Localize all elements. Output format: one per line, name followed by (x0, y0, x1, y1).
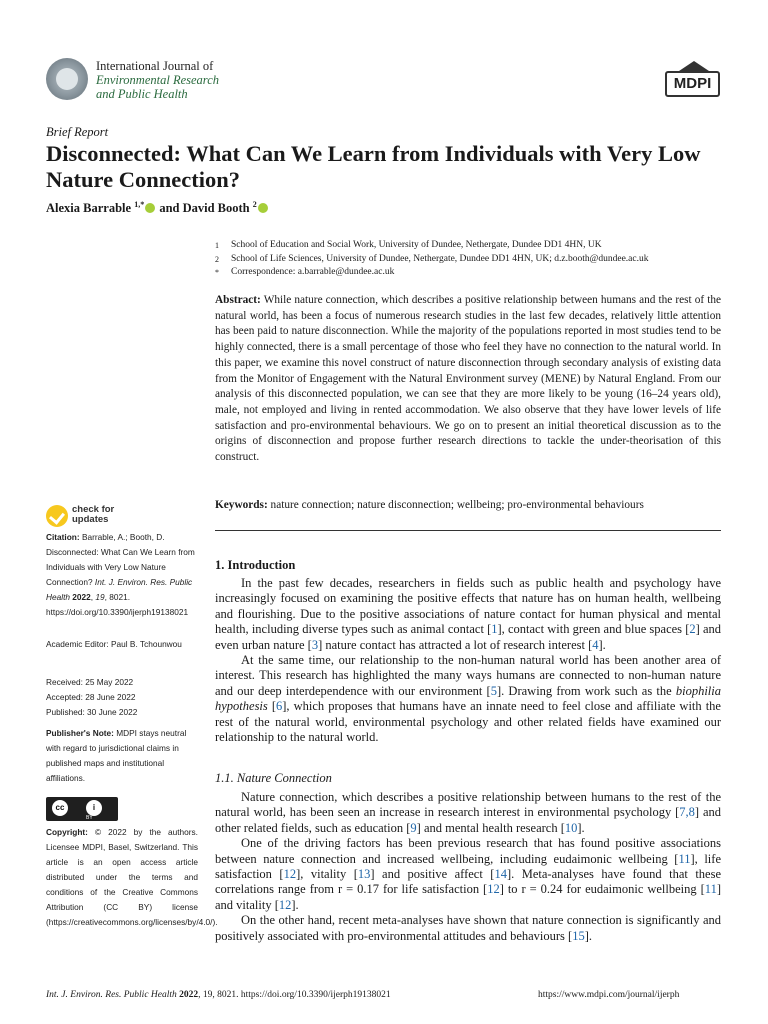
citation-link[interactable]: 5 (490, 683, 497, 698)
text-run: ], life satisfaction [ (215, 851, 721, 882)
footer-journal-url[interactable]: https://www.mdpi.com/journal/ijerph (538, 990, 680, 1000)
footer-year: 2022 (179, 990, 199, 1000)
text-run: ] and positive affect [ (370, 867, 495, 882)
citation-link[interactable]: 9 (410, 820, 417, 835)
paragraph (215, 913, 721, 944)
text-run: ] nature contact has attracted a lot of research interest [ (318, 637, 593, 652)
citation-journal: Int. J. Environ. Res. Public Health (46, 577, 193, 602)
journal-name[interactable] (96, 59, 219, 101)
affiliation-1 (215, 239, 735, 252)
author-1-affil: 1,* (134, 200, 145, 209)
text-run: ]. Meta-analyses have found that these correlations range from r = 0.17 for life satisfaction [ (215, 867, 722, 897)
article-title: Disconnected: What Can We Learn from Individuals with Very Low Nature Connection? (46, 141, 701, 192)
abstract-label: Abstract: (215, 294, 261, 306)
publishers-note-text: MDPI stays neutral with regard to jurisdictional claims in published maps and institutional affiliations. (46, 728, 187, 783)
author-2[interactable]: and David Booth (156, 201, 250, 216)
text-run: ]. (291, 897, 299, 912)
text-run: ] and vitality [ (215, 882, 721, 912)
check-for-updates-line2: updates (72, 514, 109, 525)
article-type: Brief Report (46, 125, 109, 139)
journal-name-line2: Environmental Research (96, 73, 219, 87)
academic-editor: Academic Editor: Paul B. Tchounwou (46, 639, 182, 649)
text-run: ] and other related fields, such as education [ (215, 805, 721, 835)
text-run: ]. (577, 820, 585, 835)
citation-link[interactable]: 13 (357, 867, 371, 882)
footer-citation (46, 990, 391, 1000)
paragraph (215, 790, 721, 836)
citation-doi[interactable]: , 8021. https://doi.org/10.3390/ijerph19138021 (46, 592, 189, 617)
section-heading-introduction: 1. Introduction (215, 558, 296, 572)
citation: Citation: Barrable, A.; Booth, D. Disconnected: What Can We Learn from Individuals with Very Low Nature Connection? Int. J. Environ. Res. Public Health 2022, 19, 8021. https://doi.org/10.3390/ijerph19138021 (46, 532, 195, 617)
text-run: At the same time, our relationship to the non-human natural world has been another area of interest. This research has highlighted the many ways humans are connected to non-human nature and our deep interdependence with our environment [ (215, 653, 721, 698)
affiliation-text: Correspondence: a.barrable@dundee.ac.uk (231, 267, 395, 277)
text-run: One of the driving factors has been previous research that has found positive associations between nature connection and increased wellbeing, including eudaimonic wellbeing [ (215, 836, 721, 866)
paragraph (215, 653, 721, 745)
divider (215, 530, 721, 531)
copyright-label: Copyright: (46, 827, 88, 837)
orcid-icon[interactable] (258, 203, 268, 213)
italic-term: biophilia hypothesis (215, 683, 721, 714)
citation-link[interactable]: 11 (678, 851, 691, 866)
journal-logo (46, 58, 88, 100)
citation-link[interactable]: 11 (704, 882, 717, 897)
citation-link[interactable]: 14 (494, 867, 507, 882)
text-run: ], which proposes that humans have an innate need to feel close and affiliate with the rest of the natural world, environmental psychology and other related fields have examined our relationship to the natural world. (215, 699, 721, 745)
author-list (46, 200, 269, 216)
citation-link[interactable]: 12 (283, 867, 297, 882)
affiliation-text: School of Life Sciences, University of Dundee, Nethergate, Dundee DD1 4HN, UK; d.z.booth@dundee.ac.uk (231, 254, 649, 264)
text-run: ], vitality [ (296, 867, 358, 882)
author-2-affil: 2 (252, 200, 257, 209)
text-run: Nature connection, which describes a positive relationship between humans to the rest of the natural world, has been seen an increase in research interest in environmental psychology [ (215, 790, 721, 820)
citation-link[interactable]: 1 (491, 622, 498, 637)
publishers-note-label: Publisher's Note: (46, 728, 114, 738)
abstract-text: While nature connection, which describes a positive relationship between humans and the rest of the natural world, has been a focus of numerous research studies in the last few decades, relatively little attention has been paid to nature disconnection. While the majority of the populations reported in most studies tend to be highly connected, there is a small percentage of those who feel they have no connection to the natural world. In this paper, we examine this novel construct of nature disconnection through secondary analysis of existing data from the Monitor of Engagement with the Natural Environment survey (MENE) by Natural England. From our analysis of this disconnected population, we can see that they are more likely to be young (16–24 years old), male, not employed and living in rented accommodation. We also observe that they have lower levels of life satisfaction and pro-environmental behaviours. We go on to present an initial theoretical discussion as to the origins of disconnection and propose further research directions to tackle the under-theorisation of this construct. (215, 294, 721, 464)
orcid-icon[interactable] (145, 203, 155, 213)
text-run: ]. Drawing from work such as the (496, 683, 676, 698)
copyright-text: © 2022 by the authors. Licensee MDPI, Basel, Switzerland. This article is an open access article distributed under the terms and conditions of the Creative Commons Attribution (CC BY) license (https://creativecommons.org/licenses/by/4.0/). (46, 827, 218, 927)
affiliation-text: School of Education and Social Work, University of Dundee, Nethergate, Dundee DD1 4HN, UK (231, 240, 602, 250)
citation-link[interactable]: 7,8 (679, 805, 695, 820)
text-run: On the other hand, recent meta-analyses have shown that nature connection is significantly and positively associated with pro-environmental attitudes and behaviours [ (215, 913, 721, 943)
citation-link[interactable]: 12 (278, 897, 292, 912)
check-icon (46, 505, 68, 527)
check-for-updates-line1: check for (72, 504, 115, 515)
attribution-icon: i (86, 800, 102, 816)
keywords-text: nature connection; nature disconnection; wellbeing; pro-environmental behaviours (270, 499, 644, 511)
received-date: Received: 25 May 2022 (46, 677, 134, 687)
citation-link[interactable]: 2 (689, 622, 696, 637)
paragraph (215, 836, 721, 913)
citation-volume: 19 (95, 592, 105, 602)
footer-journal: Int. J. Environ. Res. Public Health (46, 990, 177, 1000)
by-label: BY (86, 815, 93, 821)
citation-link[interactable]: 10 (564, 820, 578, 835)
affiliation-2 (215, 253, 735, 266)
accepted-date: Accepted: 28 June 2022 (46, 692, 136, 702)
text-run: ] and mental health research [ (416, 820, 565, 835)
citation-year: 2022 (72, 592, 91, 602)
mdpi-logo[interactable] (665, 71, 720, 97)
text-run: ], contact with green and blue spaces [ (497, 622, 690, 637)
text-run: [ (267, 699, 277, 714)
citation-link[interactable]: 6 (276, 699, 283, 714)
nature-connection-body (215, 790, 721, 944)
citation-link[interactable]: 4 (592, 637, 599, 652)
paragraph (215, 576, 721, 653)
text-run: ]. (598, 637, 606, 652)
citation-text: Barrable, A.; Booth, D. Disconnected: What Can We Learn from Individuals with Very Low Nature Connection? (46, 532, 195, 587)
text-run: In the past few decades, researchers in fields such as public health and psychology have increasingly focused on examining the positive effects that nature has on human health, wellbeing and flourishing. Due to the positive associations of nature contact for human physical and mental health, including diverse types such as animal contact [ (215, 576, 721, 637)
affiliation-mark: * (215, 268, 219, 277)
journal-name-line3: and Public Health (96, 87, 188, 101)
cc-by-license-badge[interactable] (46, 797, 118, 821)
affiliation-mark: 1 (215, 241, 219, 250)
keywords (215, 498, 721, 513)
creative-commons-icon: cc (52, 800, 68, 816)
keywords-label: Keywords: (215, 499, 268, 511)
affiliation-mark: 2 (215, 255, 219, 264)
introduction-body (215, 576, 721, 745)
text-run: ]. (584, 928, 592, 943)
journal-name-line1: International Journal of (96, 59, 214, 73)
subsection-heading-nature-connection: 1.1. Nature Connection (215, 771, 332, 785)
mdpi-roof-icon (679, 61, 709, 71)
citation-link[interactable]: 12 (487, 882, 500, 897)
citation-label: Citation: (46, 532, 80, 542)
footer-doi[interactable]: , 19, 8021. https://doi.org/10.3390/ijerph19138021 (198, 990, 391, 1000)
abstract (215, 293, 721, 466)
published-date: Published: 30 June 2022 (46, 707, 138, 717)
text-run: ] and even urban nature [ (215, 622, 721, 652)
correspondence (215, 266, 735, 279)
text-run: ] to r = 0.24 for eudaimonic wellbeing [ (499, 882, 705, 897)
citation-link[interactable]: 3 (311, 637, 319, 652)
citation-link[interactable]: 15 (572, 928, 585, 943)
publishers-note (46, 726, 198, 786)
author-1[interactable]: Alexia Barrable (46, 201, 132, 216)
copyright (46, 825, 218, 930)
mdpi-logo-text: MDPI (673, 75, 712, 92)
